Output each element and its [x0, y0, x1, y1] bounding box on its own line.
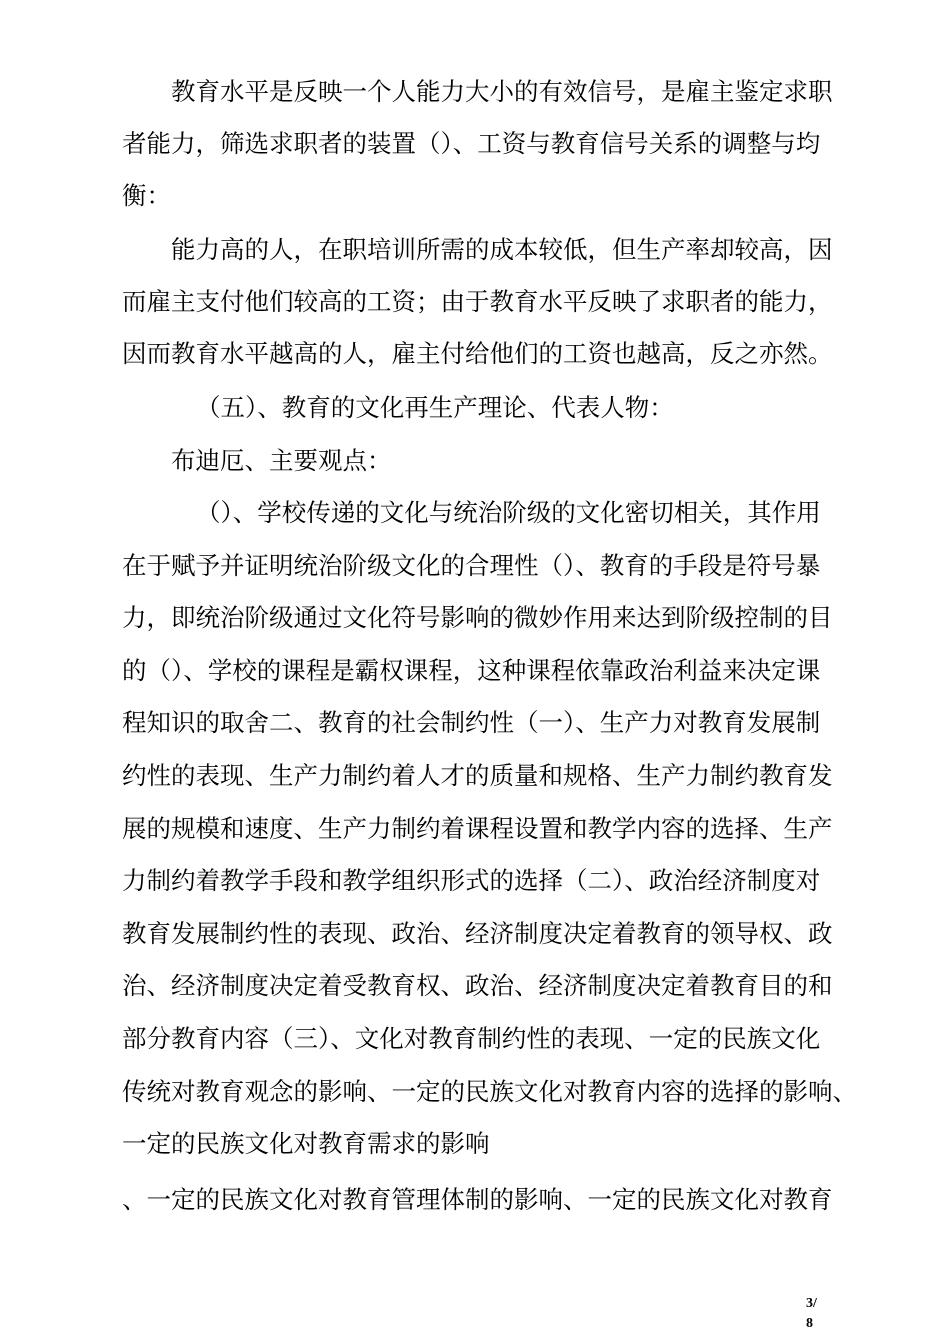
text-line: 者能力，筛选求职者的装置（）、工资与教育信号关系的调整与均 — [122, 129, 821, 158]
text-line: 传统对教育观念的影响、一定的民族文化对教育内容的选择的影响、 — [122, 1077, 857, 1106]
text-line: 在于赋予并证明统治阶级文化的合理性（）、教育的手段是符号暴 — [122, 551, 821, 580]
text-line: 一定的民族文化对教育需求的影响 — [122, 1129, 490, 1158]
section-heading: （五）、教育的文化再生产理论、代表人物： — [196, 393, 674, 422]
text-line: 力制约着教学手段和教学组织形式的选择（二）、政治经济制度对 — [122, 866, 821, 895]
text-line: 衡： — [122, 181, 171, 210]
text-line: 能力高的人，在职培训所需的成本较低，但生产率却较高，因 — [171, 235, 833, 264]
text-line: 力，即统治阶级通过文化符号影响的微妙作用来达到阶级控制的目 — [122, 603, 833, 632]
text-line: 教育水平是反映一个人能力大小的有效信号，是雇主鉴定求职 — [171, 77, 833, 106]
page-number-current: 3/ — [806, 1296, 817, 1311]
text-line: 部分教育内容（三）、文化对教育制约性的表现、一定的民族文化 — [122, 1024, 821, 1053]
text-line: 治、经济制度决定着受教育权、政治、经济制度决定着教育目的和 — [122, 971, 833, 1000]
text-line: 布迪厄、主要观点： — [171, 446, 392, 475]
page-number-total: 8 — [806, 1316, 813, 1331]
text-line: 展的规模和速度、生产力制约着课程设置和教学内容的选择、生产 — [122, 814, 833, 843]
text-line: 因而教育水平越高的人，雇主付给他们的工资也越高，反之亦然。 — [122, 339, 833, 368]
text-line: 、一定的民族文化对教育管理体制的影响、一定的民族文化对教育 — [122, 1185, 833, 1214]
text-line: （）、学校传递的文化与统治阶级的文化密切相关，其作用 — [196, 498, 821, 527]
text-line: 而雇主支付他们较高的工资；由于教育水平反映了求职者的能力， — [122, 287, 833, 316]
text-line: 教育发展制约性的表现、政治、经济制度决定着教育的领导权、政 — [122, 919, 833, 948]
text-line: 程知识的取舍二、教育的社会制约性（一）、生产力对教育发展制 — [122, 708, 821, 737]
text-line: 约性的表现、生产力制约着人才的质量和规格、生产力制约教育发 — [122, 761, 833, 790]
text-line: 的（）、学校的课程是霸权课程，这种课程依靠政治利益来决定课 — [122, 656, 821, 685]
